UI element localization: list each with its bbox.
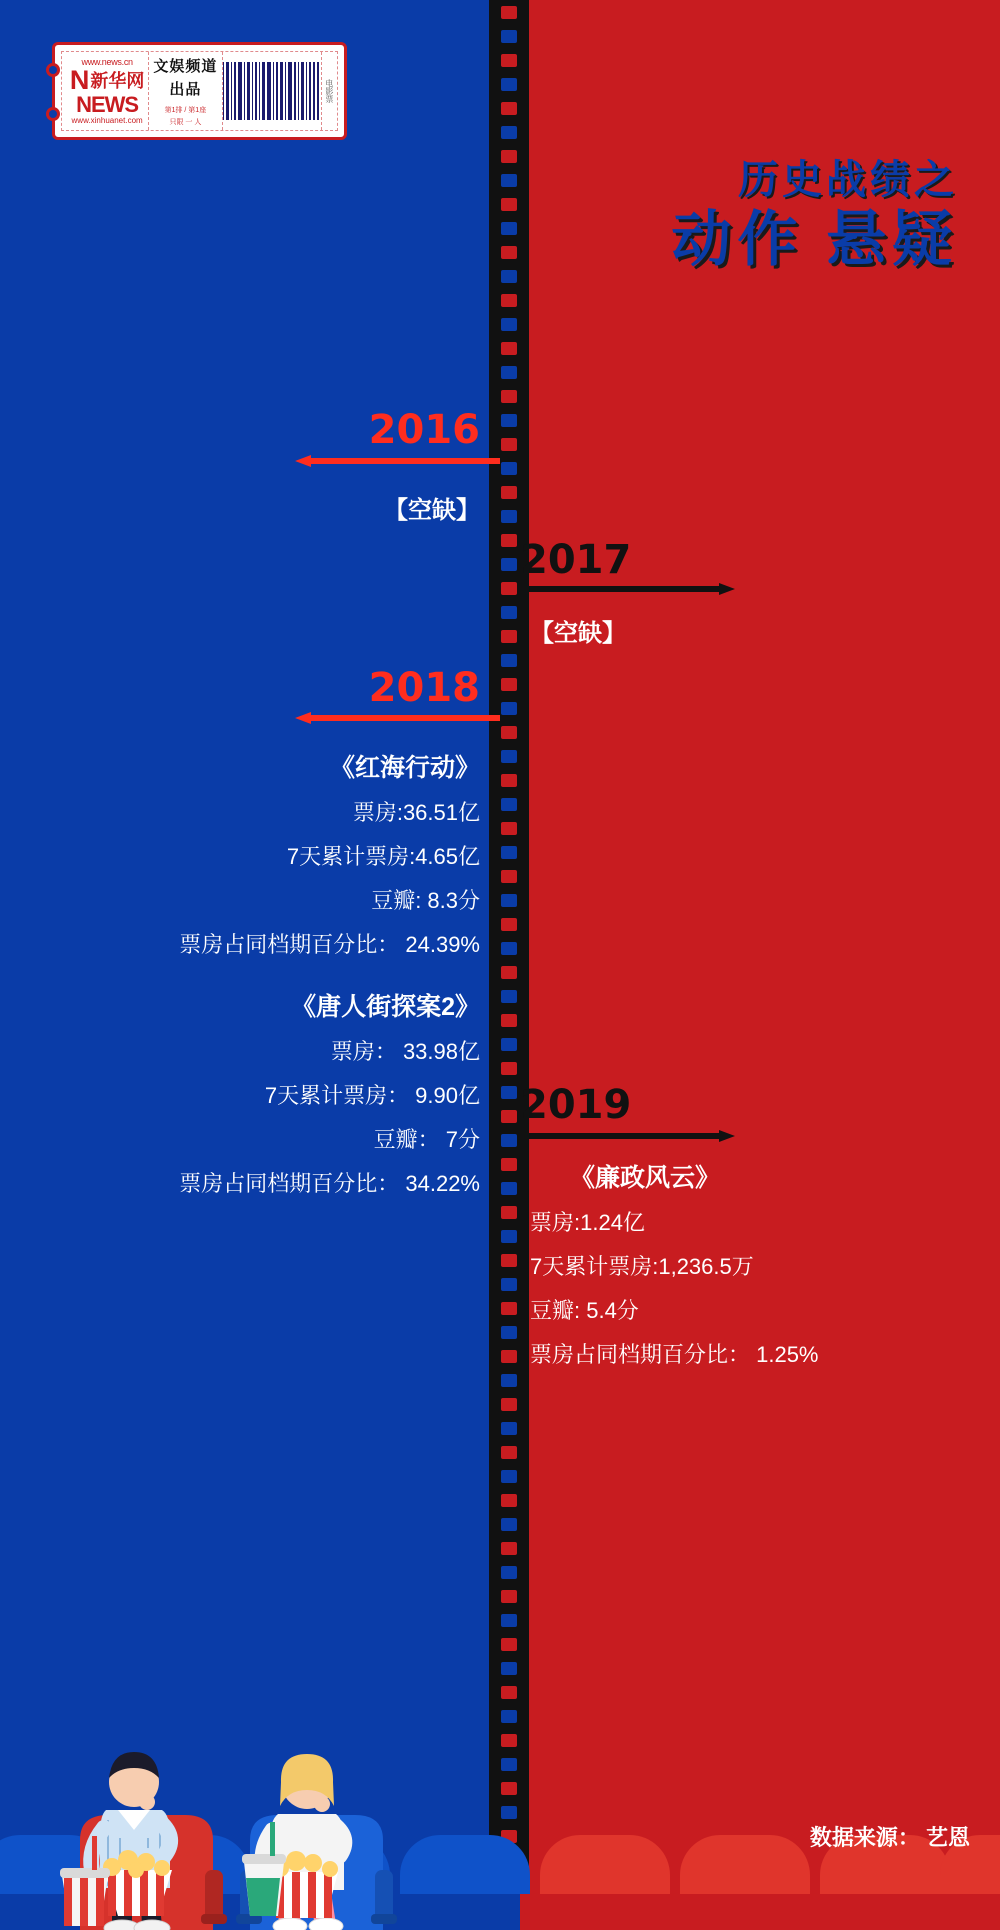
filmstrip-hole (501, 942, 517, 955)
data-source-label: 数据来源： 艺恩 (809, 1825, 970, 1850)
filmstrip-hole (501, 174, 517, 187)
filmstrip-hole (501, 222, 517, 235)
filmstrip-hole (501, 726, 517, 739)
filmstrip-hole (501, 1374, 517, 1387)
filmstrip-hole (501, 438, 517, 451)
ticket-seat-line: 第1排 / 第1座 (164, 107, 207, 114)
filmstrip-hole (501, 1278, 517, 1291)
filmstrip-hole (501, 1182, 517, 1195)
year-content-2016 (384, 490, 480, 525)
filmstrip-hole (501, 750, 517, 763)
filmstrip-hole (501, 1542, 517, 1555)
film-stat-row: 票房:36.51亿 (352, 800, 480, 825)
film-stat-row: 票房占同档期百分比： 24.39% (179, 932, 480, 957)
filmstrip-hole (501, 1326, 517, 1339)
filmstrip-hole (501, 798, 517, 811)
filmstrip-hole (501, 318, 517, 331)
filmstrip-hole (501, 534, 517, 547)
film-stat-row: 豆瓣: 8.3分 (371, 888, 480, 913)
filmstrip-hole (501, 1302, 517, 1315)
filmstrip-hole (501, 30, 517, 43)
barcode-bar (259, 62, 260, 120)
filmstrip-hole (501, 918, 517, 931)
xinhua-ticket-logo (52, 42, 347, 140)
filmstrip-hole (501, 510, 517, 523)
filmstrip-hole (501, 342, 517, 355)
filmstrip-hole (501, 78, 517, 91)
barcode-bar (255, 62, 256, 120)
filmstrip-hole (501, 630, 517, 643)
logo-news-word: NEWS (76, 92, 139, 117)
filmstrip-hole (501, 102, 517, 115)
film-stat-row: 票房:1.24亿 (530, 1210, 645, 1235)
filmstrip-hole (501, 1014, 517, 1027)
filmstrip-hole (501, 462, 517, 475)
barcode-bar (294, 62, 295, 120)
year-content-2017 (530, 613, 626, 648)
filmstrip-hole (501, 486, 517, 499)
barcode-bar (267, 62, 271, 120)
filmstrip-hole (501, 822, 517, 835)
filmstrip-hole (501, 198, 517, 211)
barcode-bar (313, 62, 316, 120)
ticket-side-label (321, 52, 337, 130)
ticket-channel-info (148, 52, 222, 130)
year-arrow-2017 (520, 583, 735, 595)
filmstrip-hole (501, 1206, 517, 1219)
filmstrip-hole (501, 1446, 517, 1459)
barcode-bar (301, 62, 304, 120)
barcode-bar (226, 62, 229, 120)
barcode-bar (288, 62, 292, 120)
barcode-bar (317, 62, 318, 120)
barcode-bar (262, 62, 265, 120)
barcode-bar (223, 62, 224, 120)
filmstrip-hole (501, 270, 517, 283)
year-content-2018 (179, 748, 480, 1211)
year-label-2017: 2017 (520, 537, 632, 583)
logo-url-bottom: www.xinhuanet.com (71, 116, 143, 125)
film-stat-row: 7天累计票房:1,236.5万 (530, 1254, 754, 1279)
right-red-panel (520, 0, 1000, 1930)
barcode-bar (280, 62, 283, 120)
filmstrip-perforations (489, 0, 529, 1930)
filmstrip-hole (501, 1134, 517, 1147)
logo-n-mark: N (69, 65, 90, 95)
filmstrip-hole (501, 1614, 517, 1627)
barcode-bar (252, 62, 253, 120)
filmstrip-hole (501, 150, 517, 163)
filmstrip-hole (501, 702, 517, 715)
filmstrip-hole (501, 1038, 517, 1051)
filmstrip-hole (501, 846, 517, 859)
filmstrip-hole (501, 414, 517, 427)
ticket-notch-icon (46, 107, 60, 121)
filmstrip-hole (501, 558, 517, 571)
filmstrip-hole (501, 1062, 517, 1075)
film-stat-row: 豆瓣: 5.4分 (530, 1298, 639, 1323)
filmstrip-hole (501, 1638, 517, 1651)
filmstrip-hole (501, 1230, 517, 1243)
empty-label-2016: 【空缺】 (384, 497, 480, 524)
filmstrip-hole (501, 1662, 517, 1675)
ticket-notch-icon (46, 63, 60, 77)
barcode-bar (234, 62, 235, 120)
film-stat-row: 票房占同档期百分比： 34.22% (179, 1171, 480, 1196)
channel-line-1: 文娱频道 (153, 58, 218, 75)
title-line-2: 动作 悬疑 (671, 206, 958, 273)
filmstrip-hole (501, 990, 517, 1003)
filmstrip-hole (501, 294, 517, 307)
filmstrip-hole (501, 870, 517, 883)
barcode-bar (247, 62, 250, 120)
year-label-2019: 2019 (520, 1082, 632, 1128)
year-arrow-2019 (520, 1130, 735, 1142)
filmstrip-hole (501, 1518, 517, 1531)
film-title: 《唐人街探案2》 (291, 993, 480, 1021)
year-label-2018: 2018 (368, 665, 480, 711)
filmstrip-hole (501, 606, 517, 619)
title-line-1: 历史战绩之 (738, 158, 958, 202)
filmstrip-hole (501, 1254, 517, 1267)
logo-url-top: www.news.cn (81, 57, 133, 67)
filmstrip-hole (501, 1590, 517, 1603)
filmstrip-hole (501, 582, 517, 595)
filmstrip-hole (501, 966, 517, 979)
film-title: 《廉政风云》 (569, 1164, 720, 1192)
filmstrip-hole (501, 6, 517, 19)
filmstrip-hole (501, 654, 517, 667)
audience-illustration (0, 1710, 1000, 1930)
filmstrip-hole (501, 1422, 517, 1435)
barcode-bar (238, 62, 242, 120)
logo-chinese-name: 新华网 (90, 70, 145, 91)
channel-line-2: 出品 (169, 81, 202, 98)
xinhua-logo (62, 52, 148, 130)
filmstrip-hole (501, 246, 517, 259)
film-stat-row: 7天累计票房： 9.90亿 (264, 1083, 480, 1108)
year-arrow-2018 (295, 712, 500, 724)
year-content-2019 (530, 1158, 819, 1382)
ticket-limit-line: 只限 一 人 (169, 119, 202, 126)
barcode-bar (306, 62, 307, 120)
filmstrip-hole (501, 390, 517, 403)
filmstrip-hole (501, 1086, 517, 1099)
barcode-bar (309, 62, 310, 120)
barcode-bar (231, 62, 232, 120)
filmstrip-hole (501, 366, 517, 379)
cinema-seats-illustration (0, 1710, 1000, 1930)
filmstrip-divider (489, 0, 529, 1930)
filmstrip-hole (501, 1566, 517, 1579)
filmstrip-hole (501, 894, 517, 907)
filmstrip-hole (501, 1470, 517, 1483)
filmstrip-hole (501, 1110, 517, 1123)
filmstrip-hole (501, 1158, 517, 1171)
barcode-bar (298, 62, 299, 120)
ticket-side-text: 电影票 (324, 79, 334, 103)
film-stat-row: 7天累计票房:4.65亿 (286, 844, 480, 869)
film-stat-row: 票房： 33.98亿 (330, 1039, 480, 1064)
poster-title (671, 160, 958, 271)
film-stat-row: 豆瓣： 7分 (373, 1127, 480, 1152)
film-title: 《红海行动》 (329, 754, 480, 782)
filmstrip-hole (501, 1494, 517, 1507)
year-arrow-2016 (295, 455, 500, 467)
barcode-bar (285, 62, 286, 120)
barcode-icon (223, 52, 321, 130)
filmstrip-hole (501, 1398, 517, 1411)
barcode-bar (244, 62, 245, 120)
year-label-2016: 2016 (368, 407, 480, 453)
filmstrip-hole (501, 1350, 517, 1363)
barcode-bar (276, 62, 277, 120)
filmstrip-hole (501, 54, 517, 67)
filmstrip-hole (501, 1686, 517, 1699)
film-stat-row: 票房占同档期百分比： 1.25% (530, 1342, 819, 1367)
empty-label-2017: 【空缺】 (530, 620, 626, 647)
filmstrip-hole (501, 126, 517, 139)
barcode-bar (273, 62, 274, 120)
filmstrip-hole (501, 774, 517, 787)
filmstrip-hole (501, 678, 517, 691)
